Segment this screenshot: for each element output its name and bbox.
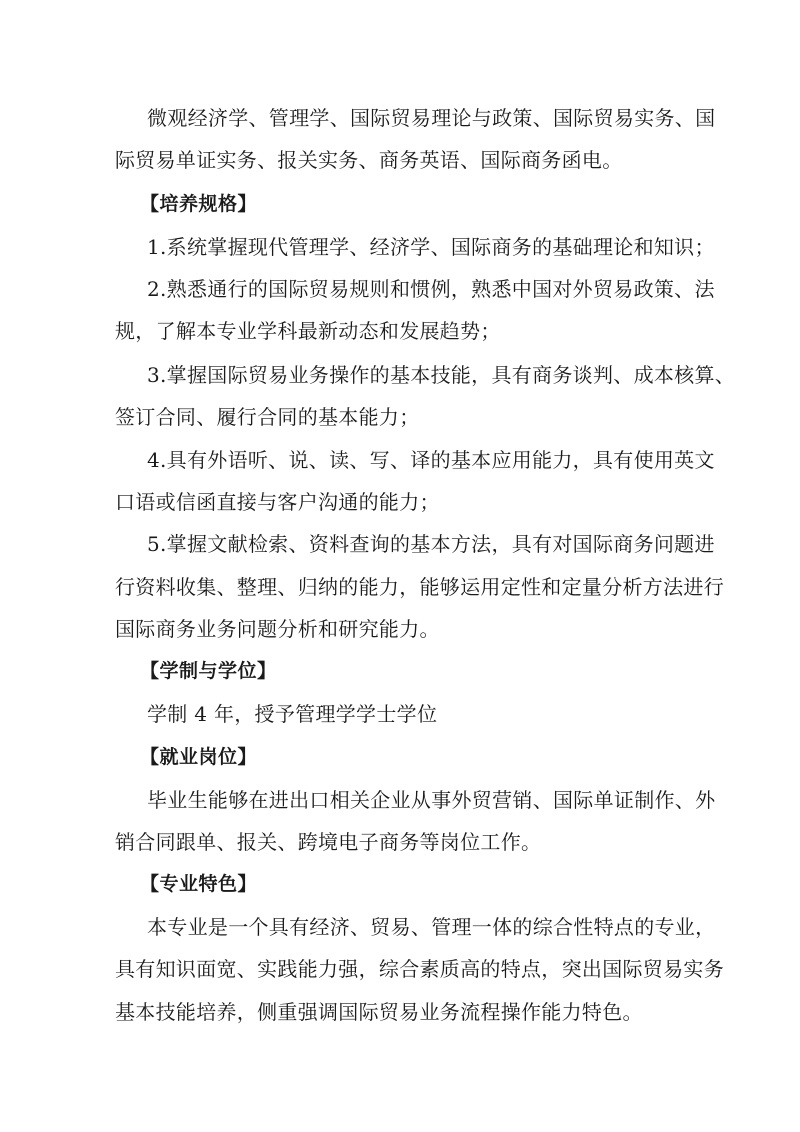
jobs-heading: 【就业岗位】 <box>140 746 258 768</box>
training-line: 5.掌握文献检索、资料查询的基本方法，具有对国际商务问题进 <box>147 532 715 556</box>
training-line: 3.掌握国际贸易业务操作的基本技能，具有商务谈判、成本核算、 <box>147 363 736 387</box>
training-line: 口语或信函直接与客户沟通的能力； <box>115 490 440 514</box>
features-line: 基本技能培养，侧重强调国际贸易业务流程操作能力特色。 <box>115 1000 643 1024</box>
training-line: 规，了解本专业学科最新动态和发展趋势； <box>115 319 501 343</box>
jobs-line: 销合同跟单、报关、跨境电子商务等岗位工作。 <box>115 830 542 854</box>
features-heading: 【专业特色】 <box>140 873 258 895</box>
jobs-line: 毕业生能够在进出口相关企业从事外贸营销、国际单证制作、外 <box>147 788 716 812</box>
training-heading: 【培养规格】 <box>140 193 258 215</box>
degree-heading: 【学制与学位】 <box>140 660 277 682</box>
intro-line-1: 微观经济学、管理学、国际贸易理论与政策、国际贸易实务、国 <box>147 106 716 130</box>
training-line: 1.系统掌握现代管理学、经济学、国际商务的基础理论和知识； <box>147 235 715 259</box>
training-line: 4.具有外语听、说、读、写、译的基本应用能力，具有使用英文 <box>147 448 715 472</box>
training-line: 签订合同、履行合同的基本能力； <box>115 405 420 429</box>
degree-text: 学制 4 年，授予管理学学士学位 <box>147 702 438 726</box>
training-line: 2.熟悉通行的国际贸易规则和惯例，熟悉中国对外贸易政策、法 <box>147 277 715 301</box>
intro-line-2: 际贸易单证实务、报关实务、商务英语、国际商务函电。 <box>115 148 623 172</box>
features-line: 本专业是一个具有经济、贸易、管理一体的综合性特点的专业， <box>147 915 716 939</box>
training-line: 国际商务业务问题分析和研究能力。 <box>115 617 440 641</box>
features-line: 具有知识面宽、实践能力强，综合素质高的特点，突出国际贸易实务 <box>115 957 724 981</box>
training-line: 行资料收集、整理、归纳的能力，能够运用定性和定量分析方法进行 <box>115 575 724 599</box>
